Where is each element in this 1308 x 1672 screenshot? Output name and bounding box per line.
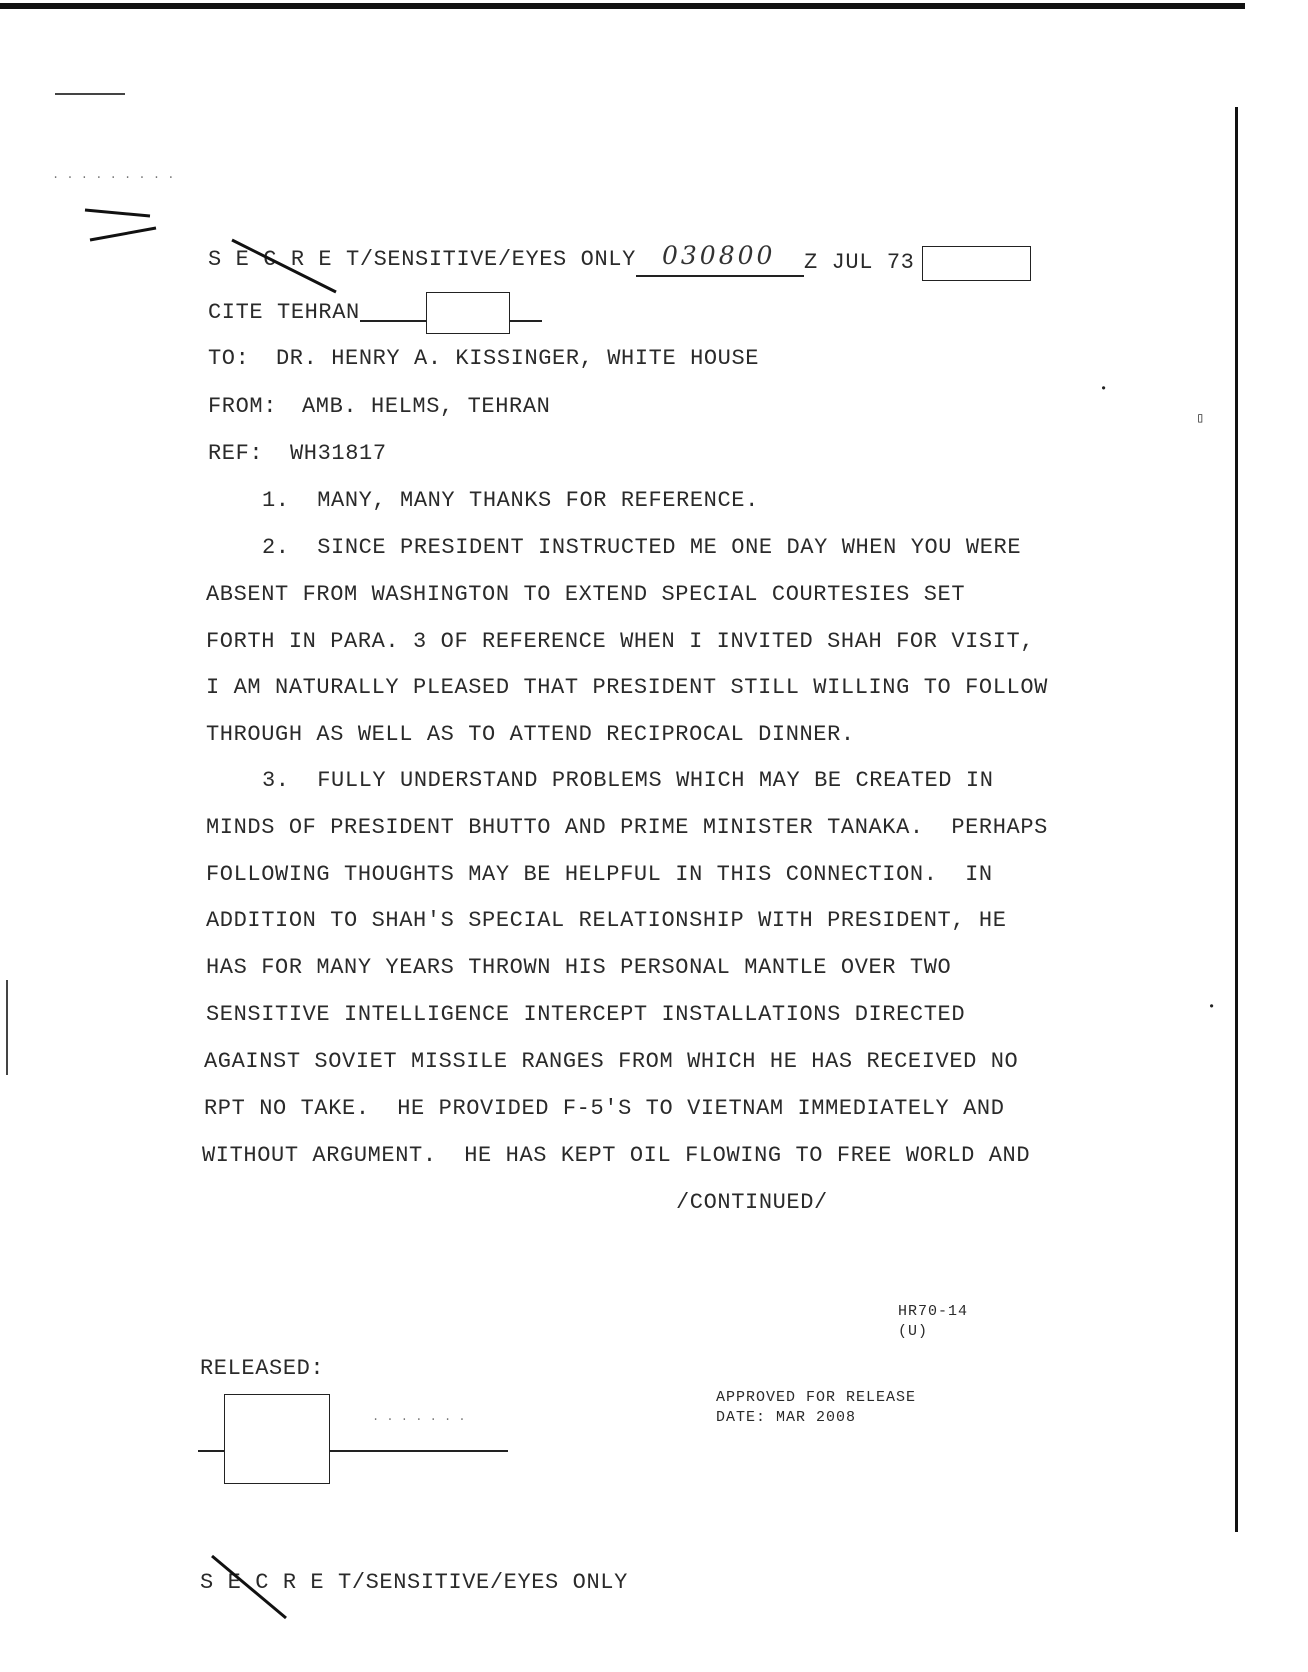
ref-label: REF: [208,441,264,466]
from-label: FROM: [208,394,278,419]
left-edge-mark [6,980,8,1075]
redacted-box-released [224,1394,330,1484]
margin-slash-icon [80,198,160,248]
body-line: ADDITION TO SHAH'S SPECIAL RELATIONSHIP WITH PRESIDENT, HE [206,908,1007,933]
from-value: AMB. HELMS, TEHRAN [302,394,551,419]
hr-classification: (U) [898,1323,929,1340]
classification-header: S E C R E T/SENSITIVE/EYES ONLY [208,247,636,272]
approved-line-2: DATE: MAR 2008 [716,1409,857,1426]
hr-code: HR70-14 [898,1303,969,1320]
body-line: SENSITIVE INTELLIGENCE INTERCEPT INSTALLATIONS DIRECTED [206,1002,966,1027]
to-value: DR. HENRY A. KISSINGER, WHITE HOUSE [276,346,760,371]
body-line: AGAINST SOVIET MISSILE RANGES FROM WHICH HE HAS RECEIVED NO [204,1049,1019,1074]
redacted-box-header [922,246,1031,281]
body-line: WITHOUT ARGUMENT. HE HAS KEPT OIL FLOWING TO FREE WORLD AND [202,1143,1031,1168]
body-line: 2. SINCE PRESIDENT INSTRUCTED ME ONE DAY WHEN YOU WERE [262,535,1022,560]
margin-dots: . . . . . . . . . [52,168,175,182]
body-line: ABSENT FROM WASHINGTON TO EXTEND SPECIAL COURTESIES SET [206,582,966,607]
classification-strike-mark [226,232,346,302]
redacted-box-cite [426,292,510,334]
body-line: 1. MANY, MANY THANKS FOR REFERENCE. [262,488,759,513]
to-label: TO: [208,346,250,371]
scan-speck: • [1208,1000,1216,1014]
body-line: FORTH IN PARA. 3 OF REFERENCE WHEN I INVITED SHAH FOR VISIT, [206,629,1035,654]
body-line: FOLLOWING THOUGHTS MAY BE HELPFUL IN THIS CONNECTION. IN [206,862,993,887]
continued-marker: /CONTINUED/ [676,1190,828,1215]
scan-speck: • [1100,382,1108,396]
approved-line-1: APPROVED FOR RELEASE [716,1389,917,1406]
body-line: MINDS OF PRESIDENT BHUTTO AND PRIME MINISTER TANAKA. PERHAPS [206,815,1048,840]
scan-speck: ▯ [1196,411,1205,427]
dtg-underline [636,275,804,277]
top-border-line [0,3,1245,9]
body-line: RPT NO TAKE. HE PROVIDED F-5'S TO VIETNAM IMMEDIATELY AND [204,1096,1005,1121]
body-line: I AM NATURALLY PLEASED THAT PRESIDENT STILL WILLING TO FOLLOW [206,675,1048,700]
cite-line: CITE TEHRAN [208,300,360,325]
body-line: HAS FOR MANY YEARS THROWN HIS PERSONAL MANTLE OVER TWO [206,955,952,980]
body-line: THROUGH AS WELL AS TO ATTEND RECIPROCAL DINNER. [206,722,855,747]
released-label: RELEASED: [200,1356,325,1381]
dtg-suffix: Z JUL 73 [804,250,915,275]
body-line: 3. FULLY UNDERSTAND PROBLEMS WHICH MAY BE CREATED IN [262,768,994,793]
ref-value: WH31817 [290,441,387,466]
classification-strike-mark-footer [206,1548,296,1628]
classification-footer: S E C R E T/SENSITIVE/EYES ONLY [200,1570,628,1595]
margin-dash [55,93,125,95]
right-border-line [1235,107,1238,1532]
dtg-handwritten: 030800 [662,241,776,270]
released-dots: . . . . . . . [372,1410,466,1424]
